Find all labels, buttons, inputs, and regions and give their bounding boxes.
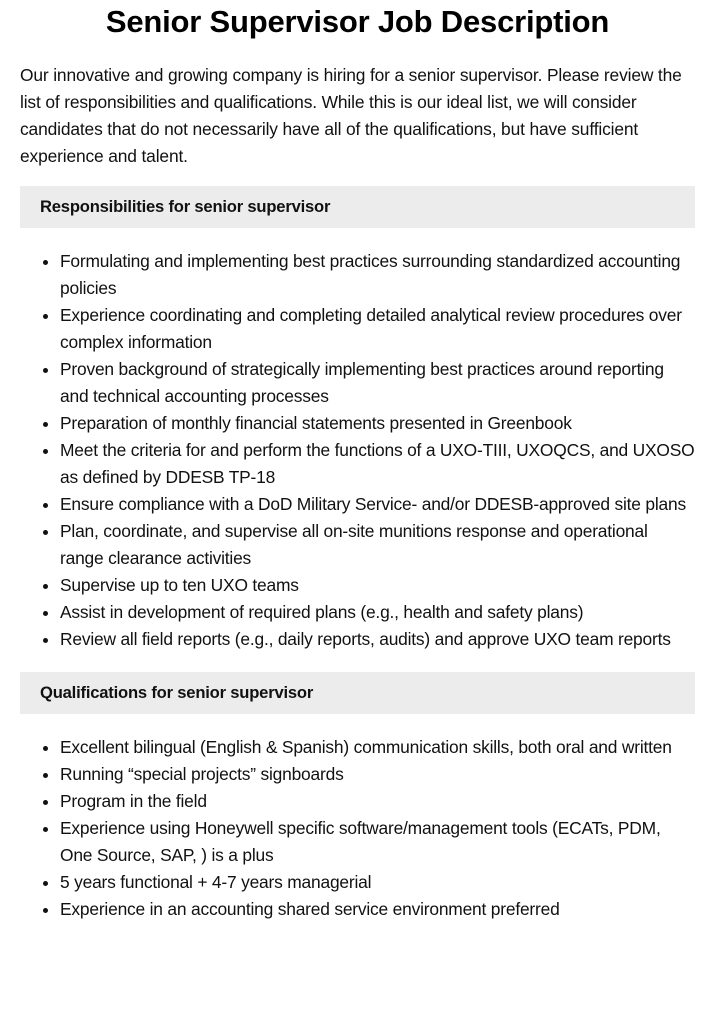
list-item: • Assist in development of required plans (e.g., health and safety plans) (60, 599, 695, 626)
list-item: • Running “special projects” signboards (60, 761, 695, 788)
list-item: • Program in the field (60, 788, 695, 815)
list-item: • Plan, coordinate, and supervise all on-site munitions response and operational range clearance activities (60, 518, 695, 572)
list-item: • Experience in an accounting shared service environment preferred (60, 896, 695, 923)
list-item: • Review all field reports (e.g., daily reports, audits) and approve UXO team reports (60, 626, 695, 653)
qualifications-heading: Qualifications for senior supervisor (20, 672, 695, 714)
page-title: Senior Supervisor Job Description (105, 4, 610, 39)
list-item: • Experience using Honeywell specific software/management tools (ECATs, PDM, One Source, SAP, ) is a plus (60, 815, 695, 869)
qualifications-list (20, 734, 695, 923)
list-item: • Supervise up to ten UXO teams (60, 572, 695, 599)
intro-paragraph: Our innovative and growing company is hiring for a senior supervisor. Please review the list of responsibilities and qualifications. While this is our ideal list, we will consider candidates that do not necessarily have all of the qualifications, but have sufficient experience and talent. (20, 65, 682, 166)
list-item: • Preparation of monthly financial statements presented in Greenbook (60, 410, 695, 437)
list-item: • Excellent bilingual (English & Spanish) communication skills, both oral and written (60, 734, 695, 761)
list-item: • Proven background of strategically implementing best practices around reporting and technical accounting processes (60, 356, 695, 410)
list-item: • Ensure compliance with a DoD Military Service- and/or DDESB-approved site plans (60, 491, 695, 518)
responsibilities-heading: Responsibilities for senior supervisor (20, 186, 695, 228)
responsibilities-list (20, 248, 695, 653)
list-item: • Formulating and implementing best practices surrounding standardized accounting policies (60, 248, 695, 302)
list-item: • Experience coordinating and completing detailed analytical review procedures over complex information (60, 302, 695, 356)
list-item: • Meet the criteria for and perform the functions of a UXO-TIII, UXOQCS, and UXOSO as defined by DDESB TP-18 (60, 437, 695, 491)
list-item: • 5 years functional + 4-7 years managerial (60, 869, 695, 896)
